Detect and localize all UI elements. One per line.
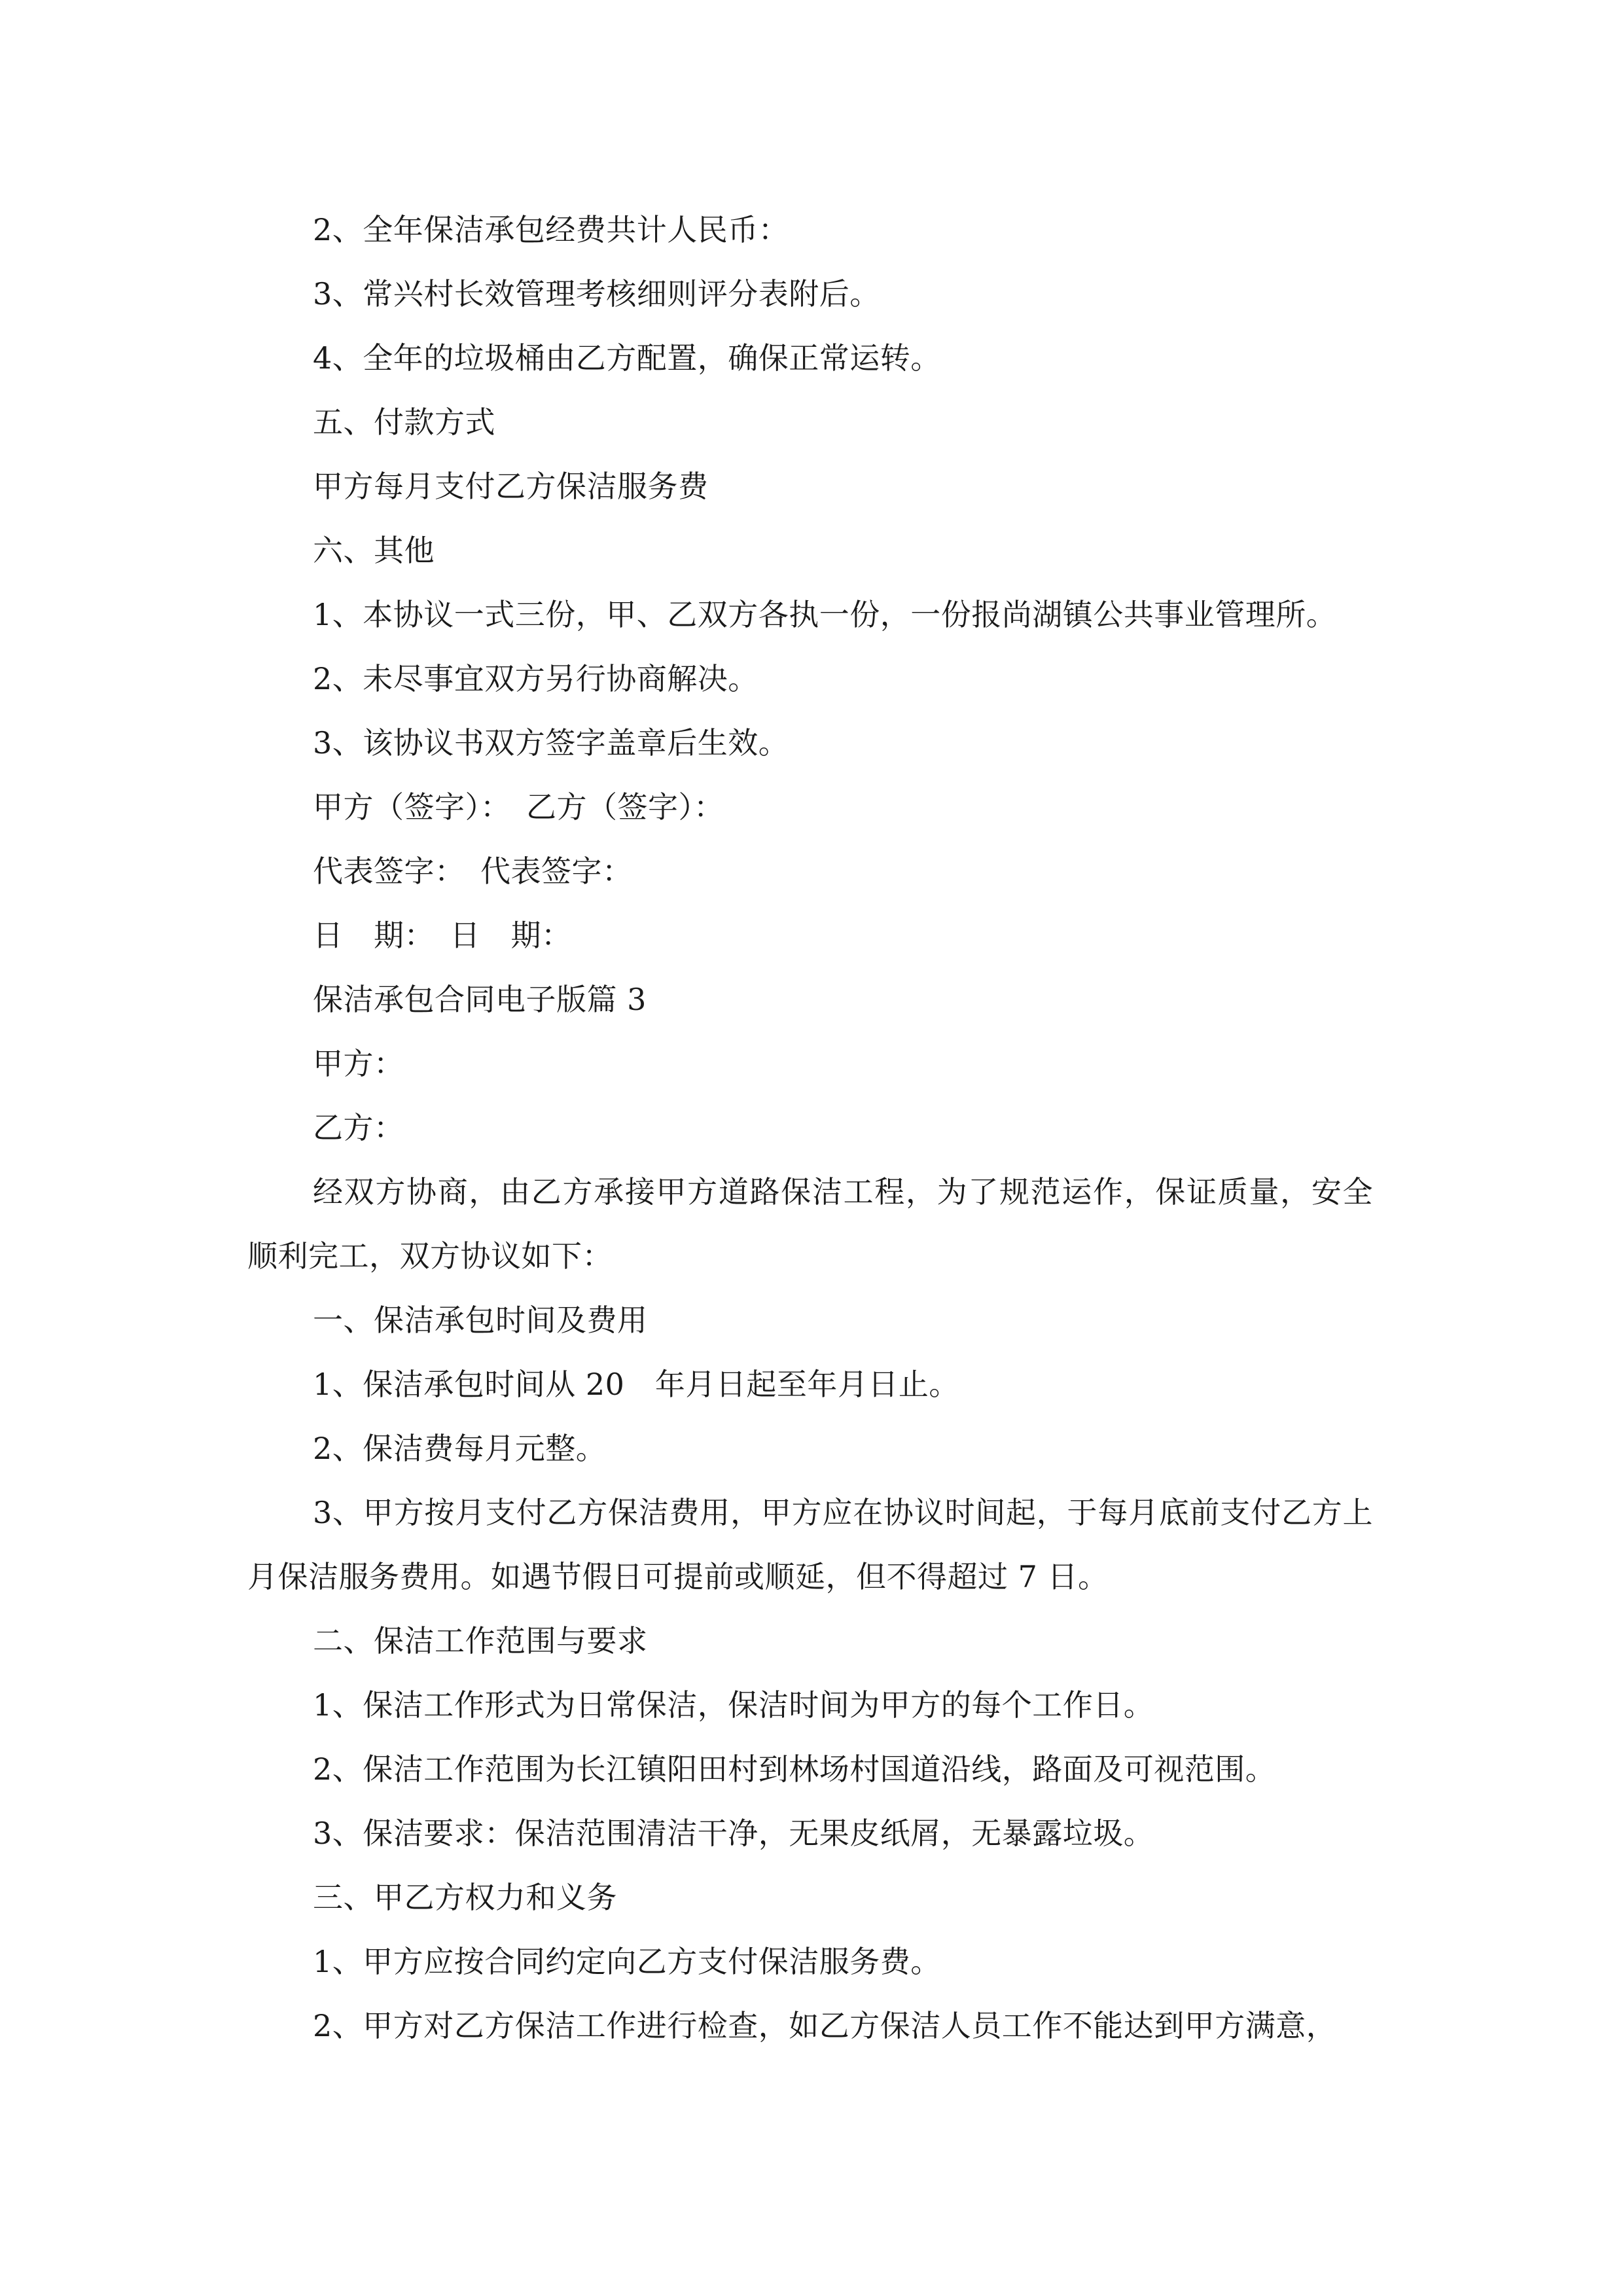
representative-signature-line: 代表签字： 代表签字：: [313, 853, 633, 889]
clause-2-fee-total: 2、全年保洁承包经费共计人民币：: [313, 212, 789, 247]
section-heading-other: 六、其他: [313, 533, 435, 568]
term-clause-1: 1、保洁承包时间从 20 年月日起至年月日止。: [313, 1367, 959, 1402]
scope-clause-3: 3、保洁要求：保洁范围清洁干净，无果皮纸屑，无暴露垃圾。: [313, 1816, 1154, 1851]
date-line: 日 期： 日 期：: [313, 918, 572, 953]
party-b-line: 乙方：: [313, 1110, 404, 1145]
other-clause-1: 1、本协议一式三份，甲、乙双方各执一份，一份报尚湖镇公共事业管理所。: [313, 597, 1337, 632]
rights-clause-2: 2、甲方对乙方保洁工作进行检查，如乙方保洁人员工作不能达到甲方满意，: [313, 2008, 1337, 2043]
party-a-line: 甲方：: [313, 1046, 404, 1081]
section-heading-scope: 二、保洁工作范围与要求: [313, 1623, 648, 1659]
clause-3-assessment: 3、常兴村长效管理考核细则评分表附后。: [313, 276, 880, 312]
payment-text: 甲方每月支付乙方保洁服务费: [313, 469, 709, 504]
contract-title-part-3: 保洁承包合同电子版篇 3: [313, 982, 647, 1017]
scope-clause-2: 2、保洁工作范围为长江镇阳田村到林场村国道沿线，路面及可视范围。: [313, 1751, 1276, 1787]
term-clause-2: 2、保洁费每月元整。: [313, 1431, 607, 1466]
clause-4-trash-bins: 4、全年的垃圾桶由乙方配置，确保正常运转。: [313, 340, 941, 376]
other-clause-2: 2、未尽事宜双方另行协商解决。: [313, 661, 758, 696]
rights-clause-1: 1、甲方应按合同约定向乙方支付保洁服务费。: [313, 1944, 941, 1979]
section-heading-rights: 三、甲乙方权力和义务: [313, 1880, 617, 1915]
other-clause-3: 3、该协议书双方签字盖章后生效。: [313, 725, 789, 761]
section-heading-payment: 五、付款方式: [313, 404, 495, 440]
term-clause-3: 3、甲方按月支付乙方保洁费用，甲方应在协议时间起，于每月底前支付乙方上月保洁服务费用。如遇节假日可提前或顺延，但不得超过 7 日。: [247, 1495, 1373, 1594]
preamble-paragraph: 经双方协商，由乙方承接甲方道路保洁工程，为了规范运作，保证质量，安全顺利完工，双方协议如下：: [247, 1174, 1373, 1274]
scope-clause-1: 1、保洁工作形式为日常保洁，保洁时间为甲方的每个工作日。: [313, 1687, 1154, 1723]
section-heading-term-fee: 一、保洁承包时间及费用: [313, 1302, 648, 1338]
signature-parties-line: 甲方（签字）： 乙方（签字）：: [313, 789, 724, 825]
